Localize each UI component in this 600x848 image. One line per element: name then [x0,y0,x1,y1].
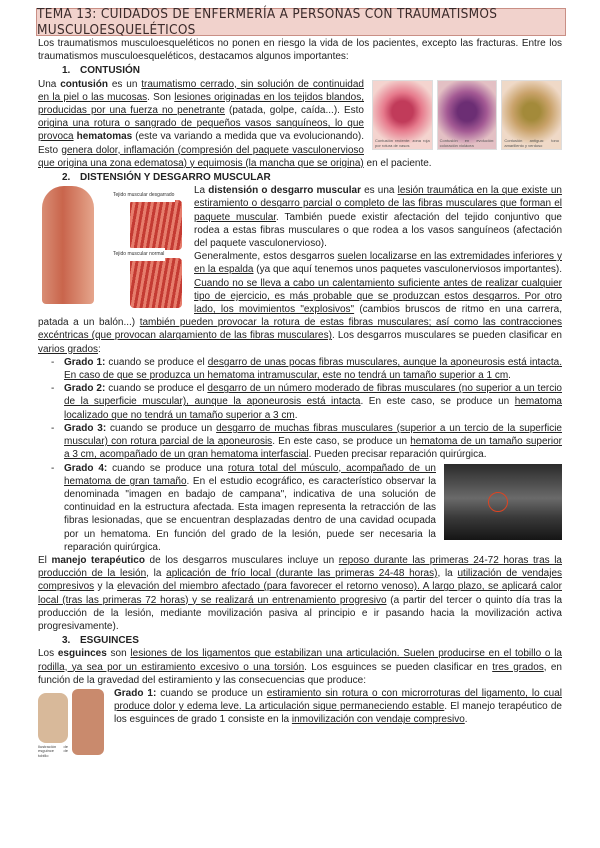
ankle-caption: Ilustración de esguince de tobillo [38,743,68,758]
lesion-marker-circle [488,492,508,512]
back-muscles-image [42,186,94,304]
section-heading-desgarro: 2. DISTENSIÓN Y DESGARRO MUSCULAR [62,172,271,184]
list-item: - Grado 1: cuando se produce el desgarro de unas pocas fibras musculares, aunque la aponeurosis está intacta. En caso de que se produzca un hematoma intramuscular, este no tendrá un tamaño superior a 1 cm. [64,356,562,382]
normal-fibers-image [130,258,182,308]
manejo-paragraph: El manejo terapéutico de los desgarros musculares incluye un reposo durante las primeras 24-72 horas tras la producción de la lesión, la aplicación de frío local (durante las primeras 24-48 horas), la utilización de vendajes compresivos y la elevación del miembro afectado (para favorecer el retorno venoso). A largo plazo, se aplicará calor local (tras las primeras 72 horas) y se realizará un entrenamiento progresivo (a partir del tercer o quinto día tras la producción de la lesión, mediante movilización pasiva al principio e ir pasando hacia la movilización activa progresivamente). [38,554,563,632]
section-heading-esguinces: 3. ESGUINCES [62,635,139,647]
torn-tissue-label: Tejido muscular desgarrado [112,189,175,202]
esguinces-paragraph: Los esguinces son lesiones de los ligamentos que estabilizan una articulación. Suelen producirse en el tobillo o la rodilla, ya sea por un estiramiento excesivo o una torsión. Los esguinces se pueden clasificar en tres grados, en función de la gravedad del estiramiento y las consecuencias que produce: [38,648,562,686]
normal-tissue-label: Tejido muscular normal [112,248,165,261]
bruise-photo-recent: Contusión reciente: zona roja por rotura de vasos [372,80,433,150]
desgarro-paragraph-2: Generalmente, estos desgarros suelen localizarse en las extremidades inferiores y en la espalda (ya que aquí tenemos unos paquetes vasculonerviosos importantes). Cuando no se lleva a cabo un calentamiento suficiente antes de realizar cualquier tipo de ejercicio, es más probable que se produzcan estos desgarros. Por otro lado, los movimientos "explosivos" (cambios bruscos de ritmo en una carrera, patada a un balón...) también pueden provocar la rotura de estas fibras musculares; así como las contracciones excéntricas (que provocan alargamiento de las fibras musculares). Los desgarros musculares se pueden clasificar en varios grados: [38,251,563,355]
section-heading-contusion: 1. CONTUSIÓN [62,65,140,77]
contusion-photos [372,80,562,150]
sprain-grade-1-item: - Grado 1: cuando se produce un estiramiento sin rotura o con microrroturas del ligamento, lo cual produce dolor y edema leve. La articulación sigue permaneciendo estable. El manejo terapéutico de los esguinces de grado 1 consiste en la inmovilización con vendaje compresivo. [38,687,562,727]
intro-paragraph: Los traumatismos musculoesqueléticos no ponen en riesgo la vida de los pacientes, excepto las fracturas. Entre los traumatismos musculoesqueléticos, destacamos algunos importantes: [38,38,562,63]
list-item: - Grado 2: cuando se produce el desgarro de un número moderado de fibras musculares (no superior a un tercio de la superficie muscular), aunque la aponeurosis está intacta. En este caso, se produce un hematoma localizado que no tendrá un tamaño superior a 3 cm. [64,382,562,422]
contusion-paragraph: Una contusión es un traumatismo cerrado, sin solución de continuidad en la piel o las mucosas. Son lesiones originadas en los tejidos blandos, producidas por una fuerza no penetrante (patada, golpe, caída...). Esto origina una rotura o sangrado de pequeños vasos sanguíneos, lo que provoca hematomas (este va variando a medida que va evolucionando). Esto genera dolor, inflamación (compresión del paquete vasculonervioso que origina una zona edematosa) y equimosis (la mancha que se origina) en el paciente. [38,78,432,169]
bruise-photo-old: Contusión antigua: tono amarillento y verdoso [501,80,562,150]
tear-grades-list [38,356,562,554]
list-item: - Grado 4: cuando se produce una rotura total del músculo, acompañado de un hematoma de gran tamaño. En el estudio ecográfico, es característico observar la denominada "imagen en badajo de campana", indicativa de una solución de continuidad en la estructura afectada. Esta imagen representa la retracción de las fibras lesionadas, que se encuentran desplazadas dentro de una cavidad ocupada por un hematoma. En función del grado de la lesión, puede ser necesaria la reparación quirúrgica. [64,462,562,554]
bruise-photo-evolving: Contusión en evolución: coloración violácea [437,80,498,150]
page-title: TEMA 13: CUIDADOS DE ENFERMERÍA A PERSONAS CON TRAUMATISMOS MUSCULOESQUELÉTICOS [36,8,566,36]
desgarro-paragraph-1: La distensión o desgarro muscular es una lesión traumática en la que existe un estiramiento o desgarro parcial o completo de las fibras musculares que forman el paquete muscular. También puede existir afectación del tejido conjuntivo que rodea a estas fibras musculares o que rodea a los vasos sanguíneos (afectación del paquete vasculonervioso). [194,185,562,250]
list-item: - Grado 3: cuando se produce un desgarro de muchas fibras musculares (superior a un tercio de la superficie muscular) con rotura parcial de la aponeurosis. En este caso, se produce un hematoma de un tamaño superior a 3 cm, acompañado de un gran hematoma interfascial. Pueden precisar reparación quirúrgica. [64,422,562,462]
ultrasound-image [444,464,562,540]
document-body [38,37,562,759]
muscle-tear-illustration [38,186,186,304]
torn-fibers-image [130,200,182,250]
